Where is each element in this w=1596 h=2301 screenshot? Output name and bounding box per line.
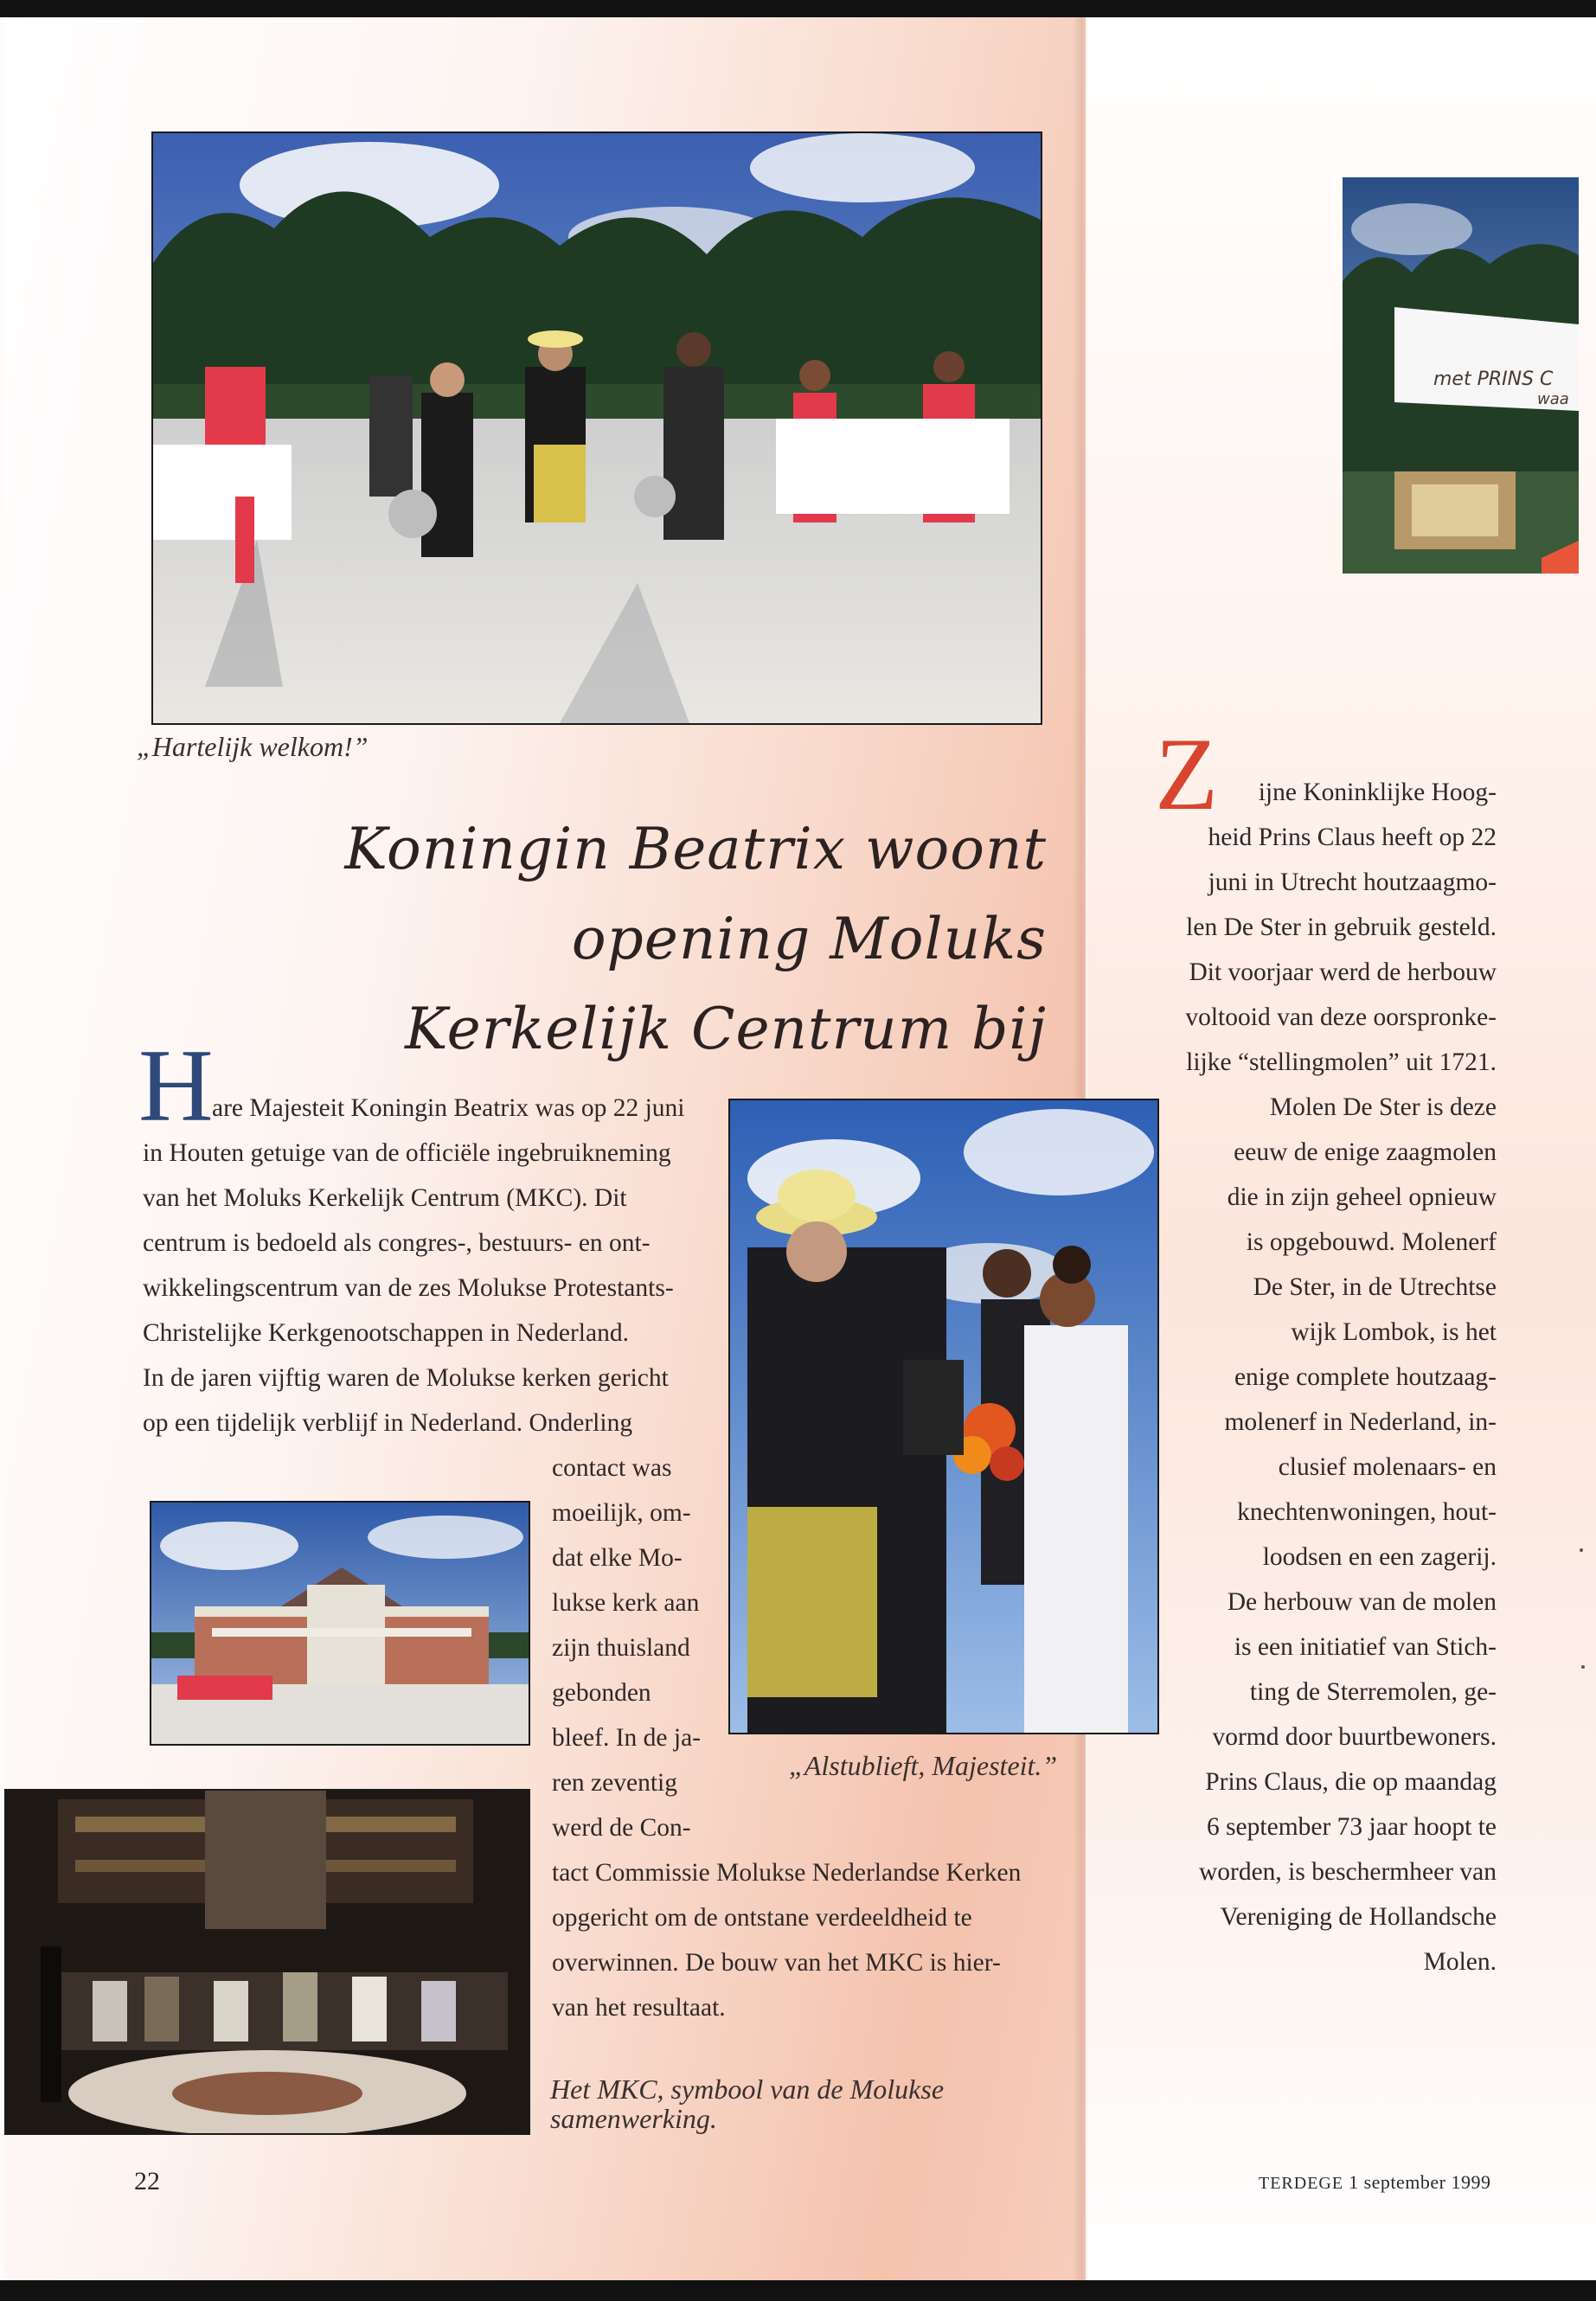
photo-prins-claus-banner bbox=[1343, 177, 1579, 574]
article-line: werd de Con- bbox=[552, 1814, 691, 1842]
headline-line-2: opening Moluks bbox=[571, 906, 1047, 972]
article-line: Christelijke Kerkgenootschappen in Nederland. bbox=[143, 1319, 629, 1347]
article-line: wijk Lombok, is het bbox=[1291, 1318, 1497, 1346]
article-line: 6 september 73 jaar hoopt te bbox=[1206, 1813, 1497, 1841]
scan-border-top bbox=[0, 0, 1596, 17]
article-line: is een initiatief van Stich- bbox=[1234, 1633, 1497, 1661]
article-line: is opgebouwd. Molenerf bbox=[1246, 1228, 1497, 1256]
headline-line-1: Koningin Beatrix woont bbox=[344, 816, 1047, 882]
scan-border-bottom bbox=[0, 2280, 1596, 2301]
article-line: moeilijk, om- bbox=[552, 1499, 691, 1527]
headline-line-3: Kerkelijk Centrum bij bbox=[405, 996, 1047, 1062]
photo-welcome-procession bbox=[151, 131, 1042, 725]
caption-mkc-line-2: samenwerking. bbox=[550, 2103, 717, 2134]
footer-date: 1 september 1999 bbox=[1349, 2171, 1491, 2193]
article-line: opgericht om de ontstane verdeeldheid te bbox=[552, 1904, 972, 1932]
article-line: heid Prins Claus heeft op 22 bbox=[1208, 824, 1497, 851]
article-line: wikkelingscentrum van de zes Molukse Protestants- bbox=[143, 1274, 674, 1302]
article-line: overwinnen. De bouw van het MKC is hier- bbox=[552, 1949, 1001, 1977]
photo-flowers-presentation bbox=[728, 1099, 1159, 1734]
article-line: ijne Koninklijke Hoog- bbox=[1258, 779, 1497, 806]
article-line: op een tijdelijk verblijf in Nederland. Onderling bbox=[143, 1409, 633, 1437]
article-line: Dit voorjaar werd de herbouw bbox=[1189, 958, 1497, 986]
article-line: Molen De Ster is deze bbox=[1269, 1093, 1497, 1121]
photo-mkc-interior bbox=[4, 1789, 530, 2135]
article-line: len De Ster in gebruik gesteld. bbox=[1186, 913, 1497, 941]
article-line: Vereniging de Hollandsche bbox=[1220, 1903, 1497, 1931]
article-line: lukse kerk aan bbox=[552, 1589, 700, 1617]
article-line: die in zijn geheel opnieuw bbox=[1227, 1183, 1497, 1211]
article-line: ting de Sterremolen, ge- bbox=[1249, 1678, 1497, 1706]
article-line: gebonden bbox=[552, 1679, 651, 1707]
caption-welcome: „Hartelijk welkom!” bbox=[137, 731, 369, 762]
photo-mkc-building-image bbox=[151, 1503, 529, 1744]
article-line: bleef. In de ja- bbox=[552, 1724, 701, 1752]
article-line: ren zeventig bbox=[552, 1769, 677, 1797]
caption-flowers: „Alstublieft, Majesteit.” bbox=[789, 1750, 1058, 1781]
article-line: enige complete houtzaag- bbox=[1234, 1363, 1497, 1391]
article-line: De Ster, in de Utrechtse bbox=[1253, 1273, 1497, 1301]
article-line: in Houten getuige van de officiële ingebruikneming bbox=[143, 1139, 671, 1167]
article-line: Molen. bbox=[1423, 1948, 1497, 1976]
page-number: 22 bbox=[134, 2167, 160, 2195]
footer-magazine: TERDEGE bbox=[1259, 2174, 1344, 2193]
banner-text-2: waa bbox=[1537, 390, 1569, 408]
article-line: are Majesteit Koningin Beatrix was op 22 juni bbox=[212, 1094, 685, 1122]
article-line: tact Commissie Molukse Nederlandse Kerken bbox=[552, 1859, 1022, 1887]
article-line: zijn thuisland bbox=[552, 1634, 690, 1662]
headline bbox=[329, 804, 1047, 1074]
article-right-body bbox=[1125, 770, 1497, 2033]
article-line: Prins Claus, die op maandag bbox=[1205, 1768, 1497, 1796]
article-line: van het Moluks Kerkelijk Centrum (MKC). Dit bbox=[143, 1184, 627, 1212]
article-line: loodsen en een zagerij. bbox=[1262, 1543, 1497, 1571]
article-left-body-continued bbox=[552, 1850, 1088, 2041]
article-line: van het resultaat. bbox=[552, 1994, 726, 2022]
article-line: vormd door buurtbewoners. bbox=[1212, 1723, 1497, 1751]
article-line: knechtenwoningen, hout- bbox=[1237, 1498, 1497, 1526]
page-footer bbox=[1259, 2171, 1491, 2194]
dropcap-z: Z bbox=[1155, 716, 1219, 831]
article-line: worden, is beschermheer van bbox=[1198, 1858, 1497, 1886]
article-line: In de jaren vijftig waren de Molukse kerken gericht bbox=[143, 1364, 669, 1392]
article-line: molenerf in Nederland, in- bbox=[1224, 1408, 1497, 1436]
scan-speck bbox=[1581, 1665, 1585, 1669]
photo-mkc-interior-image bbox=[6, 1791, 529, 2133]
photo-prins-claus-banner-image bbox=[1343, 177, 1579, 574]
article-line: eeuw de enige zaagmolen bbox=[1234, 1138, 1497, 1166]
article-line: clusief molenaars- en bbox=[1278, 1453, 1497, 1481]
dropcap-h: H bbox=[138, 1028, 214, 1143]
article-line: juni in Utrecht houtzaagmo- bbox=[1208, 868, 1497, 896]
article-line: contact was bbox=[552, 1454, 672, 1482]
article-line: lijke “stellingmolen” uit 1721. bbox=[1186, 1048, 1497, 1076]
photo-mkc-building bbox=[150, 1501, 530, 1746]
photo-welcome-procession-image bbox=[153, 133, 1041, 723]
caption-mkc-line-1: Het MKC, symbool van de Molukse bbox=[550, 2073, 945, 2105]
banner-text-1: met PRINS C bbox=[1433, 369, 1554, 390]
article-line: dat elke Mo- bbox=[552, 1544, 683, 1572]
caption-mkc-interior bbox=[550, 2074, 944, 2133]
article-line: centrum is bedoeld als congres-, bestuurs- en ont- bbox=[143, 1229, 651, 1257]
article-line: voltooid van deze oorspronke- bbox=[1185, 1003, 1497, 1031]
article-line: De herbouw van de molen bbox=[1227, 1588, 1497, 1616]
scan-speck bbox=[1580, 1548, 1583, 1552]
photo-flowers-presentation-image bbox=[730, 1100, 1157, 1733]
